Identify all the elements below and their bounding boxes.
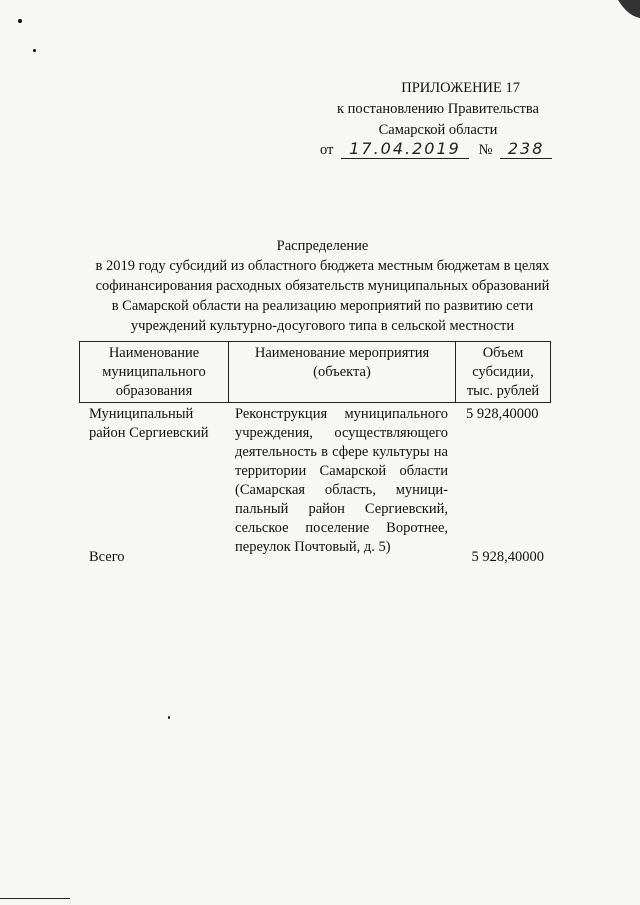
cell-line: Муниципальный	[89, 406, 194, 422]
appendix-title: ПРИЛОЖЕНИЕ 17	[401, 80, 520, 96]
scan-corner-mark	[614, 0, 640, 20]
heading-line: в Самарской области на реализацию мероприятий по развитию сети	[111, 298, 534, 314]
cell-line: деятельность в сфере культуры на	[235, 444, 448, 460]
appendix-line: к постановлению Правительства	[337, 101, 539, 117]
cell-line: Реконструкция муниципального	[235, 406, 448, 422]
subsidy-table	[79, 341, 551, 557]
header-line: тыс. рублей	[466, 383, 540, 399]
heading-line: учреждений культурно-досугового типа в сельской местности	[130, 318, 515, 334]
cell-line: территории Самарской области	[235, 463, 448, 479]
header-line: муниципального	[102, 364, 206, 380]
cell-line: (Самарская область, муници-	[235, 482, 448, 498]
appendix-block	[318, 78, 558, 141]
table-row	[79, 405, 551, 557]
heading-line: софинансирования расходных обязательств муниципальных образований	[95, 278, 550, 294]
appendix-line: Самарской области	[378, 122, 498, 138]
header-amount	[455, 342, 550, 402]
scan-dot	[33, 49, 36, 52]
total-row	[89, 549, 544, 566]
header-line: образования	[115, 383, 193, 399]
heading-line: в 2019 году субсидий из областного бюджета местным бюджетам в целях	[95, 258, 550, 274]
header-line: Наименование	[108, 345, 200, 361]
cell-event	[227, 405, 454, 557]
cell-municipality	[79, 405, 227, 557]
heading-title: Распределение	[276, 238, 369, 254]
date-prefix: от	[320, 142, 334, 158]
header-event	[228, 342, 455, 402]
scan-dot	[168, 716, 170, 719]
total-label: Всего	[89, 549, 125, 565]
header-line: Объем	[482, 345, 524, 361]
cell-line: сельское поселение Воротнее,	[235, 520, 448, 536]
table-header	[79, 341, 551, 403]
header-line: (объекта)	[313, 364, 371, 380]
appendix-date-line	[320, 139, 552, 159]
cell-amount: 5 928,40000	[466, 406, 539, 422]
header-line: Наименование мероприятия	[254, 345, 430, 361]
document-heading	[70, 236, 575, 336]
header-line: субсидии,	[472, 364, 534, 380]
cell-line: переулок Почтовый, д. 5)	[235, 539, 391, 555]
cell-line: учреждения, осуществляющего	[235, 425, 448, 441]
number-prefix: №	[478, 142, 493, 158]
cell-line: пальный район Сергиевский,	[235, 501, 448, 517]
handwritten-number: 238	[500, 139, 552, 159]
total-amount: 5 928,40000	[471, 549, 544, 565]
header-municipality	[80, 342, 228, 402]
scan-line	[0, 898, 70, 899]
scan-dot	[18, 19, 22, 23]
handwritten-date: 17.04.2019	[341, 139, 469, 159]
cell-line: район Сергиевский	[89, 425, 209, 441]
